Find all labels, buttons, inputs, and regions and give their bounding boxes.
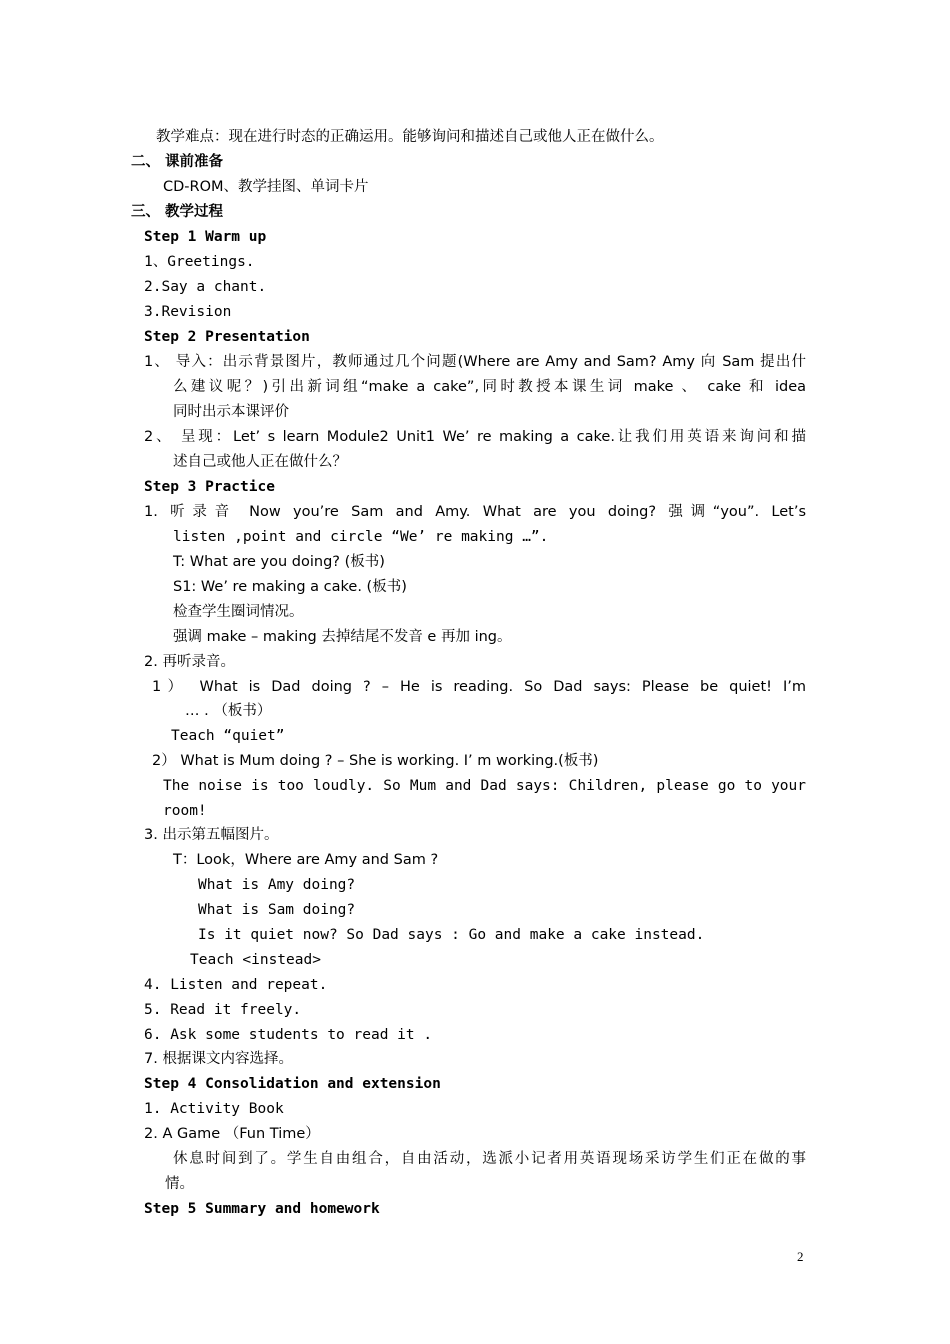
- list-item: 5. Read it freely.: [144, 1002, 302, 1018]
- paragraph-line: 情。: [165, 1176, 194, 1192]
- section-heading-process: 三、 教学过程: [131, 204, 224, 220]
- step-3-heading: Step 3 Practice: [144, 479, 275, 495]
- page-number: 2: [797, 1249, 804, 1264]
- step-5-heading: Step 5 Summary and homework: [144, 1201, 380, 1217]
- list-item: 1、Greetings.: [144, 254, 255, 270]
- step-2-heading: Step 2 Presentation: [144, 329, 310, 345]
- paragraph-line: 1、 导入：出示背景图片，教师通过几个问题(Where are Amy and Sam? Amy 向 Sam 提出什: [144, 354, 806, 370]
- paragraph-line: room!: [163, 803, 207, 819]
- materials-line: CD-ROM、教学挂图、单词卡片: [163, 179, 369, 195]
- paragraph-line: 2、 呈现：Let’ s learn Module2 Unit1 We’ re making a cake.让我们用英语来询问和描: [144, 429, 806, 445]
- paragraph-line: listen ,point and circle “We’ re making …”.: [173, 529, 549, 545]
- dialogue-line: What is Sam doing?: [198, 902, 356, 918]
- paragraph-line: 2） What is Mum doing ? – She is working. I’ m working.(板书): [152, 753, 599, 769]
- paragraph-line: 述自己或他人正在做什么？: [173, 454, 347, 470]
- dialogue-line: S1: We’ re making a cake. (板书): [173, 579, 407, 595]
- dialogue-line: T：Look，Where are Amy and Sam ?: [173, 852, 439, 868]
- dialogue-line: Is it quiet now? So Dad says : Go and make a cake instead.: [198, 927, 705, 943]
- paragraph-line: 1） What is Dad doing ? – He is reading. So Dad says: Please be quiet! I’m: [152, 679, 806, 695]
- list-item: 4. Listen and repeat.: [144, 977, 328, 993]
- paragraph-line: Teach “quiet”: [171, 728, 285, 744]
- list-item: 7. 根据课文内容选择。: [144, 1051, 293, 1067]
- list-item: 2. A Game （Fun Time）: [144, 1126, 320, 1142]
- paragraph-line: … . （板书）: [185, 703, 272, 719]
- dialogue-line: What is Amy doing?: [198, 877, 356, 893]
- difficulty-line: 教学难点：现在进行时态的正确运用。能够询问和描述自己或他人正在做什么。: [156, 129, 664, 145]
- paragraph-line: 同时出示本课评价: [173, 404, 289, 420]
- paragraph-line: 1. 听录音 Now you’re Sam and Amy. What are you doing? 强调“you”. Let’s: [144, 504, 806, 520]
- list-item: 2. 再听录音。: [144, 654, 235, 670]
- list-item: 3.Revision: [144, 304, 232, 320]
- list-item: 2.Say a chant.: [144, 279, 267, 295]
- paragraph-line: Teach <instead>: [190, 952, 321, 968]
- step-1-heading: Step 1 Warm up: [144, 229, 267, 245]
- list-item: 6. Ask some students to read it .: [144, 1027, 433, 1043]
- paragraph-line: 休息时间到了。学生自由组合，自由活动，选派小记者用英语现场采访学生们正在做的事: [173, 1151, 806, 1167]
- paragraph-line: 么建议呢？)引出新词组“make a cake”,同时教授本课生词 make 、 cake 和 idea: [173, 379, 806, 395]
- paragraph-line: The noise is too loudly. So Mum and Dad says: Children, please go to your: [163, 778, 806, 794]
- list-item: 3. 出示第五幅图片。: [144, 827, 279, 843]
- paragraph-line: 检查学生圈词情况。: [173, 604, 304, 620]
- dialogue-line: T: What are you doing? (板书): [173, 554, 385, 570]
- paragraph-line: 强调 make – making 去掉结尾不发音 e 再加 ing。: [173, 629, 512, 645]
- step-4-heading: Step 4 Consolidation and extension: [144, 1076, 441, 1092]
- section-heading-preparation: 二、 课前准备: [131, 154, 224, 170]
- list-item: 1. Activity Book: [144, 1101, 284, 1117]
